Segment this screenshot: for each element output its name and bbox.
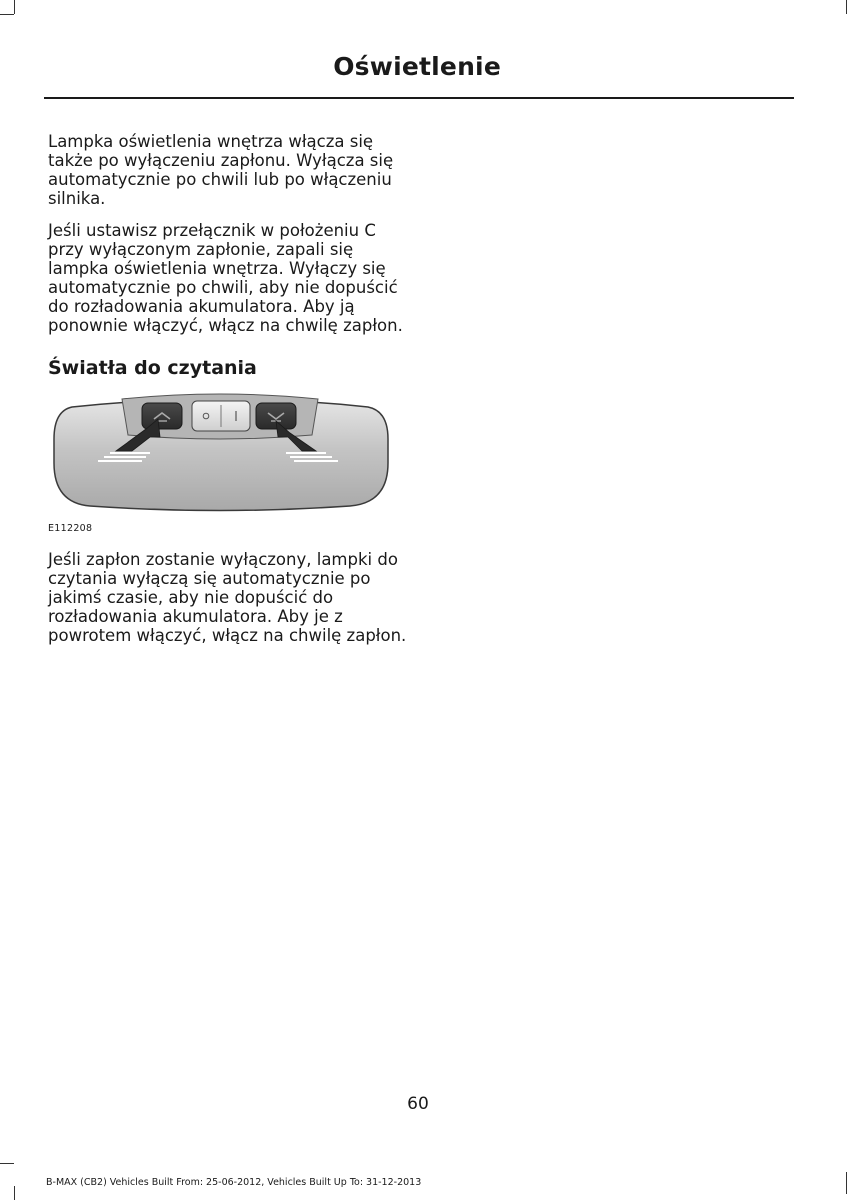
paragraph-interior-lamp: Lampka oświetlenia wnętrza włącza się także po wyłączeniu zapłonu. Wyłącza się automatycznie po chwili lub po włączeniu silnika.: [48, 132, 394, 208]
crop-mark: [14, 0, 15, 14]
reading-lights-illustration: [50, 393, 390, 513]
paragraph-switch-position: Jeśli ustawisz przełącznik w położeniu C przy wyłączonym zapłonie, zapali się lampka oświetlenia wnętrza. Wyłączy się automatycznie po chwili, aby nie dopuścić do rozładowania akumulatora. Aby ją ponownie włączyć, włącz na chwilę zapłon.: [48, 221, 403, 335]
page-title: Oświetlenie: [333, 52, 501, 81]
page-number: 60: [407, 1094, 429, 1114]
crop-mark: [0, 1163, 14, 1164]
paragraph-reading-lights: Jeśli zapłon zostanie wyłączony, lampki do czytania wyłączą się automatycznie po jakimś czasie, aby nie dopuścić do rozładowania akumulatora. Aby je z powrotem włączyć, włącz na chwilę zapłon.: [48, 550, 407, 645]
footer-vehicle-info: B-MAX (CB2) Vehicles Built From: 25-06-2012, Vehicles Built Up To: 31-12-2013: [46, 1177, 422, 1188]
crop-mark: [0, 14, 14, 15]
section-heading-reading-lights: Światła do czytania: [48, 357, 257, 379]
crop-mark: [14, 1186, 15, 1200]
figure-code: E112208: [48, 523, 93, 534]
crop-mark: [846, 0, 847, 14]
crop-mark: [846, 1172, 847, 1194]
content-column: [48, 132, 410, 658]
title-rule: [44, 97, 794, 99]
